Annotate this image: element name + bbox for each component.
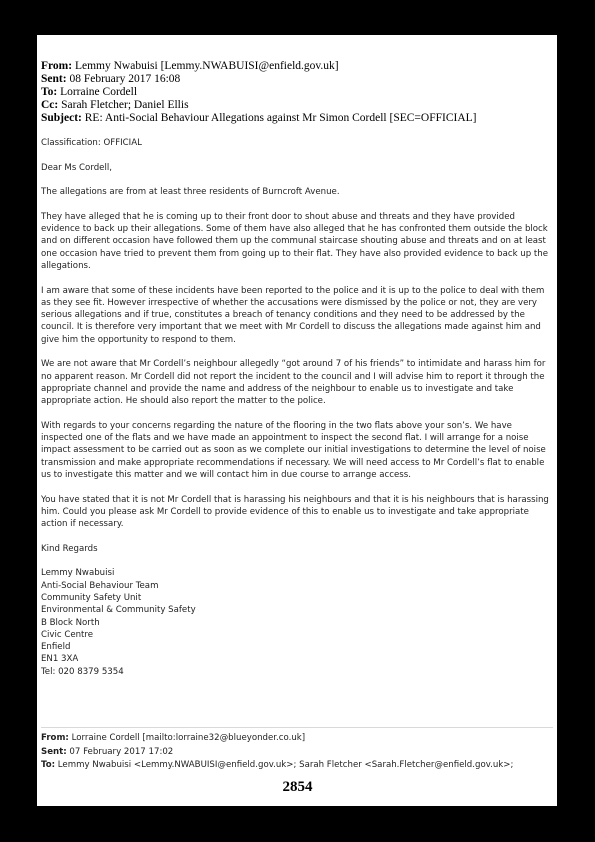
- header-sent-row: [41, 73, 476, 86]
- signature-line: Environmental & Community Safety: [41, 605, 196, 616]
- forwarded-sent-value: 07 February 2017 17:02: [69, 746, 174, 757]
- signature-line: Lemmy Nwabuisi: [41, 568, 115, 579]
- signature-line: EN1 3XA: [41, 654, 79, 665]
- forwarded-to-label: To:: [41, 760, 56, 771]
- signature-line: Community Safety Unit: [41, 592, 142, 603]
- page-number: 2854: [282, 779, 313, 795]
- forwarded-from-row: [41, 732, 513, 746]
- forwarded-sent-row: [41, 746, 513, 760]
- header-sent-value: 08 February 2017 16:08: [69, 73, 181, 85]
- forwarded-from-value: Lorraine Cordell [mailto:lorraine32@blueyonder.co.uk]: [71, 733, 306, 743]
- header-cc-label: Cc:: [41, 99, 59, 111]
- header-from-row: [41, 60, 476, 73]
- forwarded-from-label: From:: [41, 733, 69, 743]
- header-to-row: [41, 86, 476, 99]
- forwarded-header: [41, 732, 513, 773]
- header-from-label: From:: [41, 60, 73, 72]
- signature-block: [41, 567, 556, 678]
- document-page: [37, 35, 557, 806]
- header-subject-value: RE: Anti-Social Behaviour Allegations against Mr Simon Cordell [SEC=OFFICIAL]: [84, 112, 477, 124]
- header-to-label: To:: [41, 86, 58, 98]
- header-sent-label: Sent:: [41, 73, 67, 85]
- signature-line: Tel: 020 8379 5354: [41, 666, 124, 677]
- header-subject-row: [41, 112, 476, 125]
- header-from-value: Lemmy Nwabuisi [Lemmy.NWABUISI@enfield.gov.uk]: [74, 60, 339, 72]
- signature-line: Enfield: [41, 642, 71, 653]
- forwarded-to-row: [41, 759, 513, 773]
- signature-line: B Block North: [41, 617, 100, 628]
- header-cc-value: Sarah Fletcher; Daniel Ellis: [61, 99, 189, 111]
- greeting-text: Dear Ms Cordell,: [41, 162, 112, 173]
- classification-text: Classification: OFFICIAL: [41, 138, 142, 148]
- header-cc-row: [41, 99, 476, 112]
- body-paragraph: You have stated that it is not Mr Cordell that is harassing his neighbours and that it is his neighbours that is harassing him. Could you please ask Mr Cordell to provide evidence of this to enable us to investigate and take appropriate action if necessary.: [41, 494, 549, 530]
- forwarded-to-value: Lemmy Nwabuisi <Lemmy.NWABUISI@enfield.gov.uk>; Sarah Fletcher <Sarah.Fletcher@enfield.gov.uk>;: [57, 760, 514, 771]
- email-body: [41, 137, 556, 678]
- body-paragraph: I am aware that some of these incidents have been reported to the police and it is up to the police to deal with them as they see fit. However irrespective of whether the accusations were dismissed by the police or not, they are very serious allegations and if true, constitutes a breach of tenancy conditions and they need to be addressed by the council. It is therefore very important that we meet with Mr Cordell to discuss the allegations made against him and give him the opportunity to respond to them.: [41, 285, 545, 345]
- closing-text: Kind Regards: [41, 543, 98, 554]
- header-to-value: Lorraine Cordell: [60, 86, 138, 98]
- email-header: [41, 60, 476, 125]
- body-paragraph: The allegations are from at least three residents of Burncroft Avenue.: [41, 187, 340, 198]
- header-subject-label: Subject:: [41, 112, 82, 124]
- body-paragraph: With regards to your concerns regarding the nature of the flooring in the two flats above your son’s. We have inspected one of the flats and we have made an appointment to inspect the second flat. I will arrange for a noise impact assessment to be carried out as soon as we complete our initial investigations to determine the level of noise transmission and make appropriate recommendations if necessary. We will need access to Mr Cordell’s flat to enable us to investigate this matter and we will contact him in due course to arrange access.: [41, 420, 546, 481]
- signature-line: Anti-Social Behaviour Team: [41, 580, 159, 591]
- section-divider: [41, 727, 553, 728]
- body-paragraph: They have alleged that he is coming up to their front door to shout abuse and threats and they have provided evidence to back up their allegations. Some of them have also alleged that he has confronted them outside the block and on different occasion have followed them up the communal staircase shouting abuse and threats and on at least one occasion have tried to prevent them from going up to their flat. They have also provided evidence to back up the allegations.: [41, 211, 549, 271]
- signature-line: Civic Centre: [41, 629, 94, 640]
- forwarded-sent-label: Sent:: [41, 746, 67, 757]
- body-paragraph: We are not aware that Mr Cordell’s neighbour allegedly “got around 7 of his friends” to intimidate and harass him for no apparent reason. Mr Cordell did not report the incident to the council and I will advise him to report it through the appropriate channel and provide the name and address of the neighbour to enable us to investigate and take appropriate action. He should also report the matter to the police.: [41, 359, 546, 407]
